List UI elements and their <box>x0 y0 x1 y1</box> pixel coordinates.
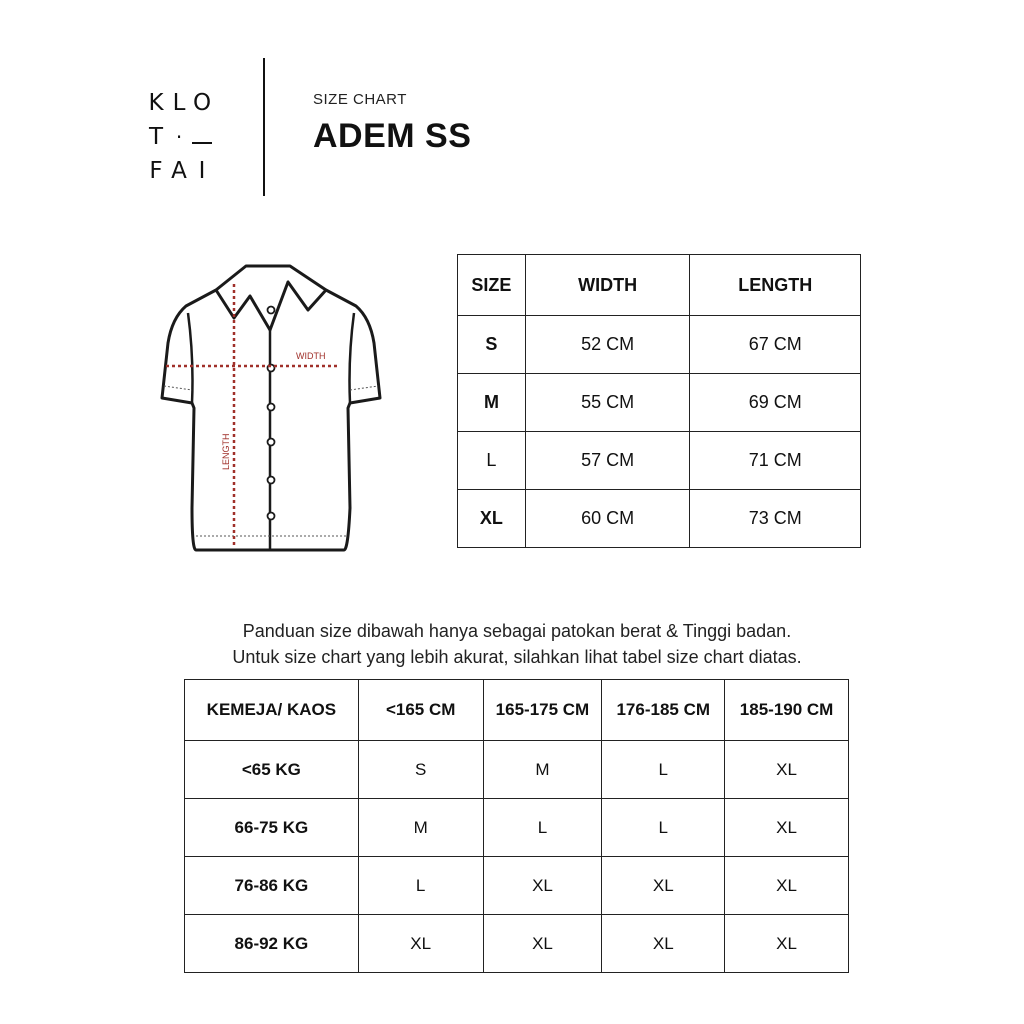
size-cell: XL <box>725 799 849 857</box>
weight-cell: 66-75 KG <box>185 799 359 857</box>
size-cell: L <box>358 857 483 915</box>
column-header: 165-175 CM <box>483 680 602 741</box>
size-cell: XL <box>725 915 849 973</box>
size-cell: L <box>602 741 725 799</box>
size-cell: XL <box>483 915 602 973</box>
logo-letter: T <box>148 124 164 150</box>
size-cell: XL <box>725 857 849 915</box>
length-cell: 69 CM <box>690 374 861 432</box>
size-cell: L <box>483 799 602 857</box>
guide-note-line-2: Untuk size chart yang lebih akurat, silahkan lihat tabel size chart diatas. <box>232 647 802 667</box>
weight-height-table <box>184 679 849 973</box>
page-title: ADEM SS <box>313 117 472 155</box>
size-cell: S <box>358 741 483 799</box>
size-cell: L <box>602 799 725 857</box>
logo-dot: · <box>175 125 183 149</box>
width-cell: 52 CM <box>525 316 690 374</box>
column-header: 176-185 CM <box>602 680 725 741</box>
size-table <box>457 254 861 548</box>
weight-cell: 76-86 KG <box>185 857 359 915</box>
size-cell: M <box>358 799 483 857</box>
brand-logo <box>146 86 212 188</box>
logo-letter: K <box>148 90 164 116</box>
width-cell: 55 CM <box>525 374 690 432</box>
length-cell: 71 CM <box>690 432 861 490</box>
length-cell: 73 CM <box>690 490 861 548</box>
size-cell: M <box>458 374 526 432</box>
length-cell: 67 CM <box>690 316 861 374</box>
logo-letter: A <box>171 158 187 184</box>
table-header-row <box>458 255 861 316</box>
size-cell: M <box>483 741 602 799</box>
size-cell: XL <box>458 490 526 548</box>
weight-cell: <65 KG <box>185 741 359 799</box>
logo-letter: I <box>198 158 206 184</box>
column-header: WIDTH <box>525 255 690 316</box>
table-row <box>458 316 861 374</box>
guide-note-line-1: Panduan size dibawah hanya sebagai patokan berat & Tinggi badan. <box>242 621 792 641</box>
column-header: KEMEJA/ KAOS <box>185 680 359 741</box>
table-header-row <box>185 680 849 741</box>
weight-cell: 86-92 KG <box>185 915 359 973</box>
table-row <box>185 857 849 915</box>
header-divider <box>263 58 265 196</box>
logo-line-2 <box>146 120 212 154</box>
size-cell: XL <box>483 857 602 915</box>
logo-dash <box>192 124 212 150</box>
width-label: WIDTH <box>296 351 326 361</box>
column-header: <165 CM <box>358 680 483 741</box>
column-header: 185-190 CM <box>725 680 849 741</box>
logo-letter: O <box>192 90 212 116</box>
table-row <box>185 915 849 973</box>
table-row <box>458 490 861 548</box>
logo-line-3 <box>146 154 212 188</box>
shirt-illustration <box>158 258 388 558</box>
table-row <box>185 741 849 799</box>
column-header: SIZE <box>458 255 526 316</box>
page-subtitle: SIZE CHART <box>313 91 407 108</box>
size-cell: XL <box>725 741 849 799</box>
width-cell: 60 CM <box>525 490 690 548</box>
width-cell: 57 CM <box>525 432 690 490</box>
logo-line-1 <box>146 86 212 120</box>
size-cell: XL <box>602 857 725 915</box>
size-cell: L <box>458 432 526 490</box>
column-header: LENGTH <box>690 255 861 316</box>
table-row <box>458 374 861 432</box>
size-cell: S <box>458 316 526 374</box>
size-cell: XL <box>358 915 483 973</box>
table-row <box>458 432 861 490</box>
logo-letter: F <box>149 158 163 184</box>
logo-letter: L <box>172 90 186 116</box>
length-label: LENGTH <box>221 433 231 470</box>
size-cell: XL <box>602 915 725 973</box>
table-row <box>185 799 849 857</box>
